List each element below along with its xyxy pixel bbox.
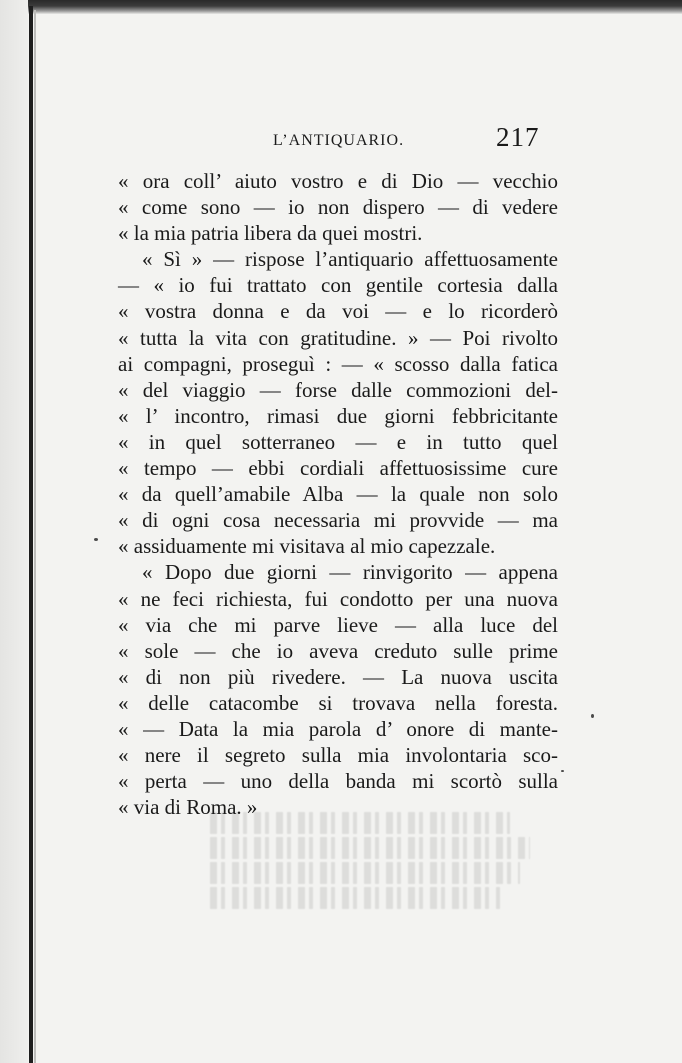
text-line: « tempo — ebbi cordiali affettuosissime cure xyxy=(118,456,558,481)
text-line: « del viaggio — forse dalle commozioni del- xyxy=(118,377,558,402)
text-line: « di non più rivedere. — La nuova uscita xyxy=(118,664,558,689)
text-line: « vostra donna e da voi — e lo ricorderò xyxy=(118,299,558,324)
text-line: « Dopo due giorni — rinvigorito — appena xyxy=(142,560,558,585)
show-through-text xyxy=(210,812,530,922)
paper-speck xyxy=(94,538,98,541)
text-line: « via di Roma. » xyxy=(118,795,258,820)
text-line: « l’ incontro, rimasi due giorni febbricitante xyxy=(118,403,558,428)
text-line: « da quell’amabile Alba — la quale non solo xyxy=(118,482,558,507)
facing-page-edge xyxy=(0,0,28,1063)
book-gutter-shadow xyxy=(34,10,36,1063)
text-line: « nere il segreto sulla mia involontaria sco- xyxy=(118,743,558,768)
text-line: « ne feci richiesta, fui condotto per una nuova xyxy=(118,586,558,611)
text-line: « come sono — io non dispero — di vedere xyxy=(118,195,558,220)
running-head: L’ANTIQUARIO. xyxy=(273,132,405,149)
text-line: « perta — uno della banda mi scortò sulla xyxy=(118,769,558,794)
text-line: « delle catacombe si trovava nella foresta. xyxy=(118,690,558,715)
text-line: « via che mi parve lieve — alla luce del xyxy=(118,612,558,637)
text-line: « la mia patria libera da quei mostri. xyxy=(118,221,423,246)
text-line: « assiduamente mi visitava al mio capezzale. xyxy=(118,534,496,559)
body-text xyxy=(118,168,558,820)
text-line: « di ogni cosa necessaria mi provvide — ma xyxy=(118,508,558,533)
text-line: — « io fui trattato con gentile cortesia dalla xyxy=(118,273,558,298)
text-line: « sole — che io aveva creduto sulle prime xyxy=(118,638,558,663)
book-page xyxy=(38,0,682,1063)
book-gutter-line xyxy=(29,6,33,1063)
paper-speck xyxy=(561,770,564,772)
text-line: ai compagni, proseguì : — « scosso dalla fatica xyxy=(118,351,558,376)
text-line: « Sì » — rispose l’antiquario affettuosamente xyxy=(142,247,558,272)
text-line: « tutta la vita con gratitudine. » — Poi rivolto xyxy=(118,325,558,350)
text-line: « ora coll’ aiuto vostro e di Dio — vecchio xyxy=(118,169,558,193)
page-number: 217 xyxy=(496,122,540,152)
text-line: « in quel sotterraneo — e in tutto quel xyxy=(118,429,558,454)
text-line: « — Data la mia parola d’ onore di mante- xyxy=(118,716,558,741)
paper-speck xyxy=(591,714,594,718)
